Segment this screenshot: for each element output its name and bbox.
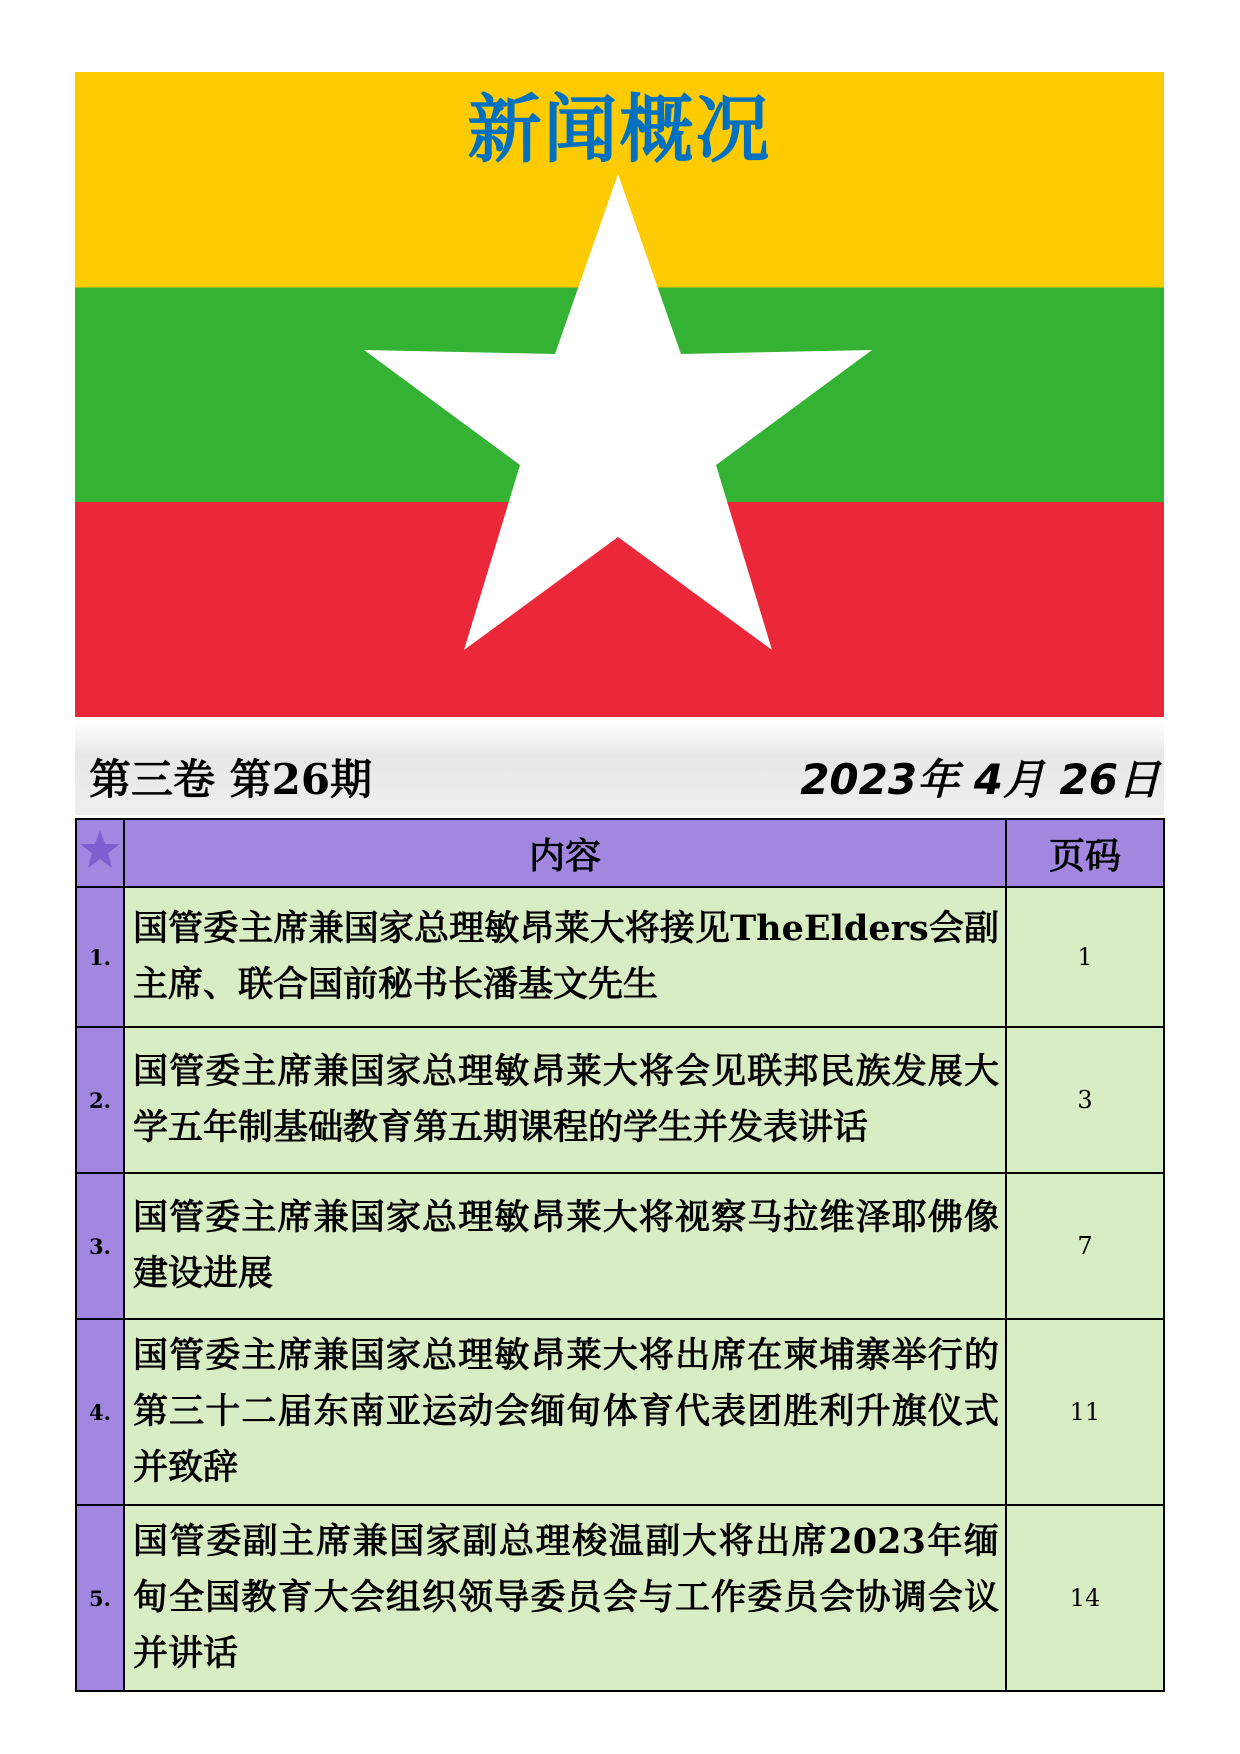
row-page-number: 3 <box>1006 1027 1164 1173</box>
volume-issue: 第三卷 第26期 <box>89 755 373 804</box>
toc-header-star-cell <box>76 819 124 887</box>
row-page-number: 7 <box>1006 1173 1164 1319</box>
row-number: 5. <box>76 1505 124 1691</box>
row-number: 2. <box>76 1027 124 1173</box>
row-title-link[interactable]: 国管委主席兼国家总理敏昂莱大将视察马拉维泽耶佛像建设进展 <box>124 1173 1006 1319</box>
row-title-link[interactable]: 国管委主席兼国家总理敏昂莱大将接见TheElders会副主席、联合国前秘书长潘基文先生 <box>124 887 1006 1027</box>
toc-header-content: 内容 <box>124 819 1006 887</box>
table-row[interactable] <box>76 887 1164 1027</box>
issue-date: 2023年 4月 26日 <box>800 755 1160 804</box>
star-icon <box>79 828 121 870</box>
table-row[interactable] <box>76 1505 1164 1691</box>
row-number: 1. <box>76 887 124 1027</box>
toc-header-row <box>76 819 1164 887</box>
page-title: 新闻概况 <box>467 87 772 173</box>
myanmar-flag-banner <box>75 72 1164 717</box>
issue-info-bar <box>75 723 1164 815</box>
row-number: 4. <box>76 1319 124 1505</box>
row-title-link[interactable]: 国管委副主席兼国家副总理梭温副大将出席2023年缅甸全国教育大会组织领导委员会与工作委员会协调会议并讲话 <box>124 1505 1006 1691</box>
table-row[interactable] <box>76 1173 1164 1319</box>
row-page-number: 11 <box>1006 1319 1164 1505</box>
toc-header-page: 页码 <box>1006 819 1164 887</box>
row-title-link[interactable]: 国管委主席兼国家总理敏昂莱大将出席在柬埔寨举行的第三十二届东南亚运动会缅甸体育代表团胜利升旗仪式并致辞 <box>124 1319 1006 1505</box>
row-page-number: 14 <box>1006 1505 1164 1691</box>
row-title-link[interactable]: 国管委主席兼国家总理敏昂莱大将会见联邦民族发展大学五年制基础教育第五期课程的学生并发表讲话 <box>124 1027 1006 1173</box>
table-of-contents <box>75 818 1165 1692</box>
row-page-number: 1 <box>1006 887 1164 1027</box>
table-row[interactable] <box>76 1027 1164 1173</box>
row-number: 3. <box>76 1173 124 1319</box>
table-row[interactable] <box>76 1319 1164 1505</box>
